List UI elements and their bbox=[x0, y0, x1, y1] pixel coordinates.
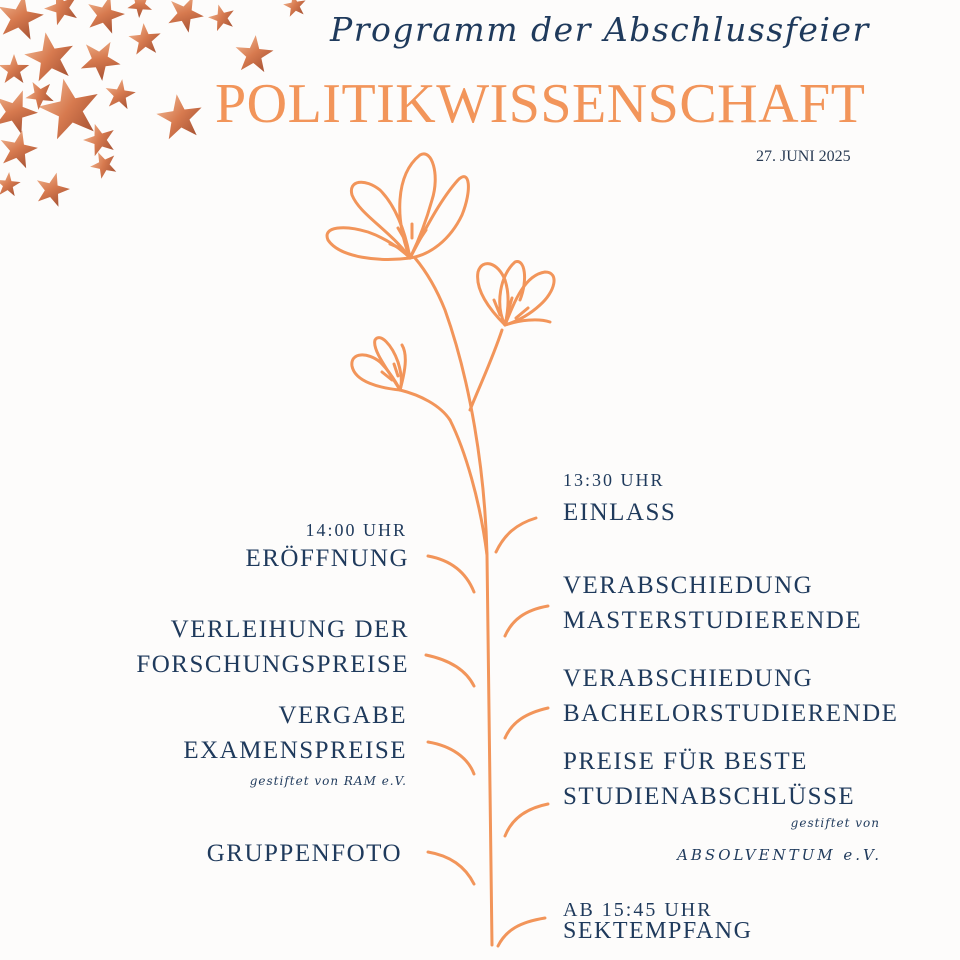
right-event-5-title: SEKTEMPFANG bbox=[563, 918, 753, 944]
right-event-3-line2: BACHELORSTUDIERENDE bbox=[563, 700, 899, 727]
page-title: POLITIKWISSENSCHAFT bbox=[215, 73, 866, 135]
left-event-1-title: ERÖFFNUNG bbox=[245, 545, 409, 572]
right-event-1-title: EINLASS bbox=[563, 499, 677, 526]
right-event-4-sponsor-name: ABSOLVENTUM e.V. bbox=[677, 846, 882, 864]
right-event-5-time: AB 15:45 UHR bbox=[563, 899, 713, 921]
right-event-1-time: 13:30 UHR bbox=[563, 470, 665, 490]
left-event-1-time: 14:00 UHR bbox=[305, 520, 407, 540]
right-event-3-line1: VERABSCHIEDUNG bbox=[563, 665, 814, 692]
program-subtitle: Programm der Abschlussfeier bbox=[330, 10, 870, 49]
right-event-4-line2: STUDIENABSCHLÜSSE bbox=[563, 783, 856, 810]
event-date: 27. JUNI 2025 bbox=[756, 148, 851, 165]
right-event-2-line1: VERABSCHIEDUNG bbox=[563, 572, 814, 599]
left-event-3-line2: EXAMENSPREISE bbox=[183, 737, 407, 764]
right-event-4-line1: PREISE FÜR BESTE bbox=[563, 748, 808, 775]
left-event-3-sponsor-note: gestiftet von RAM e.V. bbox=[249, 774, 407, 788]
right-event-4-sponsor-note: gestiftet von bbox=[790, 816, 880, 830]
left-event-4-title: GRUPPENFOTO bbox=[206, 840, 402, 867]
left-event-2-line1: VERLEIHUNG DER bbox=[170, 616, 409, 643]
right-event-2-line2: MASTERSTUDIERENDE bbox=[563, 607, 863, 634]
left-event-2-line2: FORSCHUNGSPREISE bbox=[136, 651, 409, 678]
left-event-3-line1: VERGABE bbox=[278, 702, 407, 729]
